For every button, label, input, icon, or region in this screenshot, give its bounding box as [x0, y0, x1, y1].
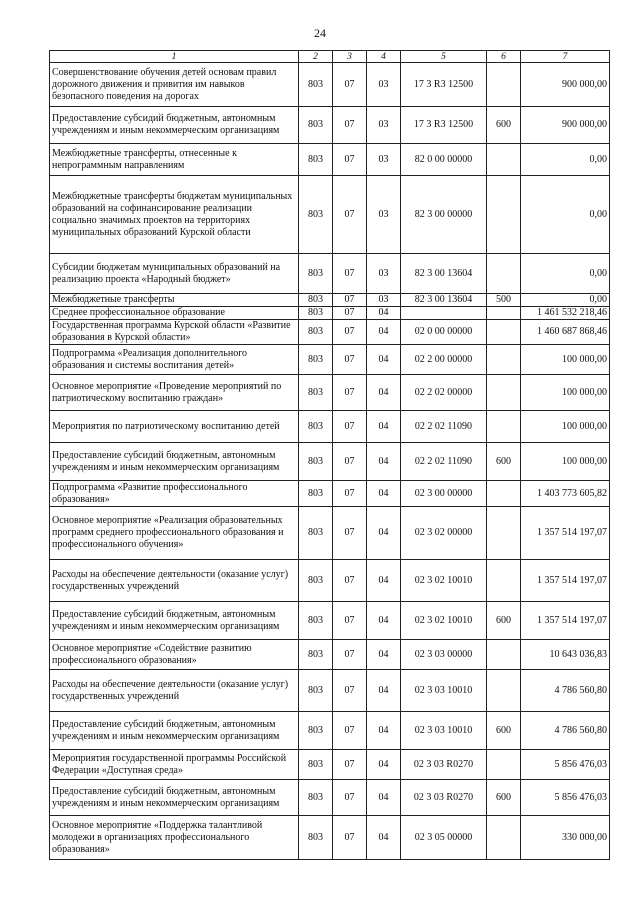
row-col-3: 07 — [333, 640, 367, 670]
row-name: Субсидии бюджетам муниципальных образований на реализацию проекта «Народный бюджет» — [50, 254, 299, 294]
row-amount: 1 403 773 605,82 — [521, 481, 610, 507]
row-col-2: 803 — [299, 307, 333, 320]
row-col-4: 03 — [367, 294, 401, 307]
row-col-6: 600 — [487, 780, 521, 816]
row-amount: 330 000,00 — [521, 816, 610, 860]
header-col-7: 7 — [521, 51, 610, 63]
row-col-5: 02 3 03 10010 — [401, 712, 487, 750]
row-col-4: 04 — [367, 481, 401, 507]
row-amount: 900 000,00 — [521, 107, 610, 144]
row-name: Предоставление субсидий бюджетным, автономным учреждениям и иным некоммерческим организациям — [50, 443, 299, 481]
row-col-4: 04 — [367, 602, 401, 640]
row-name: Межбюджетные трансферты бюджетам муниципальных образований на софинансирование реализации социально значимых проектов на территориях муниципальных образований Курской области — [50, 176, 299, 254]
row-col-4: 03 — [367, 144, 401, 176]
header-col-1: 1 — [50, 51, 299, 63]
row-col-2: 803 — [299, 320, 333, 345]
row-amount: 1 461 532 218,46 — [521, 307, 610, 320]
row-col-2: 803 — [299, 443, 333, 481]
row-col-4: 03 — [367, 176, 401, 254]
row-amount: 0,00 — [521, 294, 610, 307]
table-row — [50, 780, 610, 816]
table-body — [50, 63, 610, 860]
header-row — [50, 51, 610, 63]
row-name: Подпрограмма «Реализация дополнительного образования и системы воспитания детей» — [50, 345, 299, 375]
row-col-3: 07 — [333, 670, 367, 712]
row-col-3: 07 — [333, 307, 367, 320]
row-col-5: 02 3 03 R0270 — [401, 780, 487, 816]
row-col-6 — [487, 63, 521, 107]
row-amount: 100 000,00 — [521, 443, 610, 481]
row-col-6 — [487, 670, 521, 712]
row-name: Государственная программа Курской области «Развитие образования в Курской области» — [50, 320, 299, 345]
row-col-4: 04 — [367, 443, 401, 481]
row-amount: 5 856 476,03 — [521, 780, 610, 816]
row-amount: 10 643 036,83 — [521, 640, 610, 670]
row-col-4: 03 — [367, 63, 401, 107]
row-col-3: 07 — [333, 254, 367, 294]
row-col-3: 07 — [333, 63, 367, 107]
row-col-6 — [487, 481, 521, 507]
row-col-4: 04 — [367, 307, 401, 320]
row-col-4: 04 — [367, 345, 401, 375]
row-col-3: 07 — [333, 750, 367, 780]
row-col-5: 02 3 02 10010 — [401, 560, 487, 602]
row-col-6 — [487, 320, 521, 345]
header-col-4: 4 — [367, 51, 401, 63]
row-amount: 4 786 560,80 — [521, 670, 610, 712]
row-col-3: 07 — [333, 411, 367, 443]
row-amount: 100 000,00 — [521, 345, 610, 375]
row-col-5: 82 3 00 13604 — [401, 294, 487, 307]
row-col-3: 07 — [333, 294, 367, 307]
table-row — [50, 507, 610, 560]
row-amount: 0,00 — [521, 176, 610, 254]
row-col-5: 82 3 00 00000 — [401, 176, 487, 254]
table-row — [50, 750, 610, 780]
table-row — [50, 144, 610, 176]
row-name: Межбюджетные трансферты — [50, 294, 299, 307]
row-col-4: 04 — [367, 712, 401, 750]
table-row — [50, 107, 610, 144]
row-col-3: 07 — [333, 320, 367, 345]
table-row — [50, 320, 610, 345]
row-col-3: 07 — [333, 712, 367, 750]
row-col-5: 17 3 R3 12500 — [401, 63, 487, 107]
page-number: 24 — [314, 26, 326, 40]
row-name: Предоставление субсидий бюджетным, автономным учреждениям и иным некоммерческим организациям — [50, 780, 299, 816]
row-col-6: 600 — [487, 602, 521, 640]
row-col-3: 07 — [333, 107, 367, 144]
table-row — [50, 411, 610, 443]
row-name: Основное мероприятие «Содействие развитию профессионального образования» — [50, 640, 299, 670]
row-amount: 100 000,00 — [521, 375, 610, 411]
header-col-5: 5 — [401, 51, 487, 63]
row-col-2: 803 — [299, 507, 333, 560]
table-row — [50, 640, 610, 670]
row-col-4: 04 — [367, 670, 401, 712]
row-name: Основное мероприятие «Проведение мероприятий по патриотическому воспитанию граждан» — [50, 375, 299, 411]
row-amount: 1 460 687 868,46 — [521, 320, 610, 345]
row-col-5: 02 3 02 00000 — [401, 507, 487, 560]
table-row — [50, 307, 610, 320]
row-col-6: 600 — [487, 107, 521, 144]
table-row — [50, 560, 610, 602]
header-col-3: 3 — [333, 51, 367, 63]
table-row — [50, 63, 610, 107]
table-row — [50, 176, 610, 254]
row-col-5: 02 0 00 00000 — [401, 320, 487, 345]
row-col-3: 07 — [333, 176, 367, 254]
row-col-2: 803 — [299, 294, 333, 307]
row-col-6 — [487, 254, 521, 294]
row-col-2: 803 — [299, 375, 333, 411]
row-col-5: 02 2 00 00000 — [401, 345, 487, 375]
row-col-2: 803 — [299, 411, 333, 443]
row-amount: 4 786 560,80 — [521, 712, 610, 750]
row-amount: 1 357 514 197,07 — [521, 602, 610, 640]
row-col-2: 803 — [299, 107, 333, 144]
row-name: Основное мероприятие «Реализация образовательных программ среднего профессионального образования и профессионального обучения» — [50, 507, 299, 560]
row-col-6: 500 — [487, 294, 521, 307]
row-col-4: 04 — [367, 411, 401, 443]
row-col-6 — [487, 560, 521, 602]
row-col-3: 07 — [333, 507, 367, 560]
row-col-6 — [487, 345, 521, 375]
budget-table — [49, 50, 610, 860]
table-row — [50, 375, 610, 411]
row-col-4: 04 — [367, 320, 401, 345]
row-col-6 — [487, 307, 521, 320]
row-col-2: 803 — [299, 816, 333, 860]
row-name: Совершенствование обучения детей основам правил дорожного движения и привития им навыков безопасного поведения на дорогах — [50, 63, 299, 107]
table-row — [50, 670, 610, 712]
row-col-5: 02 3 05 00000 — [401, 816, 487, 860]
row-col-6 — [487, 176, 521, 254]
row-amount: 900 000,00 — [521, 63, 610, 107]
row-col-3: 07 — [333, 443, 367, 481]
row-col-6: 600 — [487, 712, 521, 750]
row-col-6 — [487, 816, 521, 860]
row-col-3: 07 — [333, 345, 367, 375]
row-col-2: 803 — [299, 481, 333, 507]
row-amount: 0,00 — [521, 254, 610, 294]
row-col-5: 02 2 02 11090 — [401, 411, 487, 443]
row-col-5: 82 3 00 13604 — [401, 254, 487, 294]
row-col-3: 07 — [333, 375, 367, 411]
row-col-5: 02 3 03 R0270 — [401, 750, 487, 780]
row-amount: 0,00 — [521, 144, 610, 176]
row-col-4: 04 — [367, 560, 401, 602]
row-col-5: 02 3 03 10010 — [401, 670, 487, 712]
table-row — [50, 254, 610, 294]
row-name: Основное мероприятие «Поддержка талантливой молодежи в организациях профессионального образования» — [50, 816, 299, 860]
row-col-2: 803 — [299, 176, 333, 254]
table-row — [50, 443, 610, 481]
row-col-3: 07 — [333, 481, 367, 507]
table-row — [50, 481, 610, 507]
row-col-2: 803 — [299, 254, 333, 294]
row-col-4: 03 — [367, 254, 401, 294]
row-col-3: 07 — [333, 816, 367, 860]
row-col-5: 02 2 02 11090 — [401, 443, 487, 481]
row-col-4: 04 — [367, 750, 401, 780]
table-header — [50, 51, 610, 63]
row-amount: 100 000,00 — [521, 411, 610, 443]
table-row — [50, 294, 610, 307]
row-col-5: 02 3 02 10010 — [401, 602, 487, 640]
row-name: Подпрограмма «Развитие профессионального образования» — [50, 481, 299, 507]
row-col-4: 04 — [367, 375, 401, 411]
row-col-2: 803 — [299, 750, 333, 780]
row-name: Предоставление субсидий бюджетным, автономным учреждениям и иным некоммерческим организациям — [50, 602, 299, 640]
row-name: Предоставление субсидий бюджетным, автономным учреждениям и иным некоммерческим организациям — [50, 712, 299, 750]
row-name: Мероприятия по патриотическому воспитанию детей — [50, 411, 299, 443]
row-name: Расходы на обеспечение деятельности (оказание услуг) государственных учреждений — [50, 670, 299, 712]
row-col-3: 07 — [333, 602, 367, 640]
row-col-5 — [401, 307, 487, 320]
row-name: Мероприятия государственной программы Российской Федерации «Доступная среда» — [50, 750, 299, 780]
row-col-6 — [487, 640, 521, 670]
row-name: Расходы на обеспечение деятельности (оказание услуг) государственных учреждений — [50, 560, 299, 602]
header-col-2: 2 — [299, 51, 333, 63]
row-col-3: 07 — [333, 144, 367, 176]
row-col-3: 07 — [333, 780, 367, 816]
table-row — [50, 602, 610, 640]
table-row — [50, 816, 610, 860]
row-col-6 — [487, 375, 521, 411]
row-amount: 5 856 476,03 — [521, 750, 610, 780]
row-amount: 1 357 514 197,07 — [521, 507, 610, 560]
row-name: Предоставление субсидий бюджетным, автономным учреждениям и иным некоммерческим организациям — [50, 107, 299, 144]
row-col-2: 803 — [299, 560, 333, 602]
table-row — [50, 345, 610, 375]
row-col-2: 803 — [299, 712, 333, 750]
row-amount: 1 357 514 197,07 — [521, 560, 610, 602]
row-col-5: 82 0 00 00000 — [401, 144, 487, 176]
row-col-4: 04 — [367, 780, 401, 816]
row-col-4: 04 — [367, 640, 401, 670]
row-col-4: 04 — [367, 816, 401, 860]
row-col-2: 803 — [299, 670, 333, 712]
row-col-6: 600 — [487, 443, 521, 481]
row-col-6 — [487, 144, 521, 176]
row-col-5: 02 2 02 00000 — [401, 375, 487, 411]
header-col-6: 6 — [487, 51, 521, 63]
row-col-4: 03 — [367, 107, 401, 144]
row-col-6 — [487, 411, 521, 443]
row-col-2: 803 — [299, 345, 333, 375]
row-col-5: 02 3 00 00000 — [401, 481, 487, 507]
row-col-2: 803 — [299, 780, 333, 816]
row-col-2: 803 — [299, 144, 333, 176]
row-col-4: 04 — [367, 507, 401, 560]
row-name: Среднее профессиональное образование — [50, 307, 299, 320]
row-name: Межбюджетные трансферты, отнесенные к непрограммным направлениям — [50, 144, 299, 176]
row-col-2: 803 — [299, 602, 333, 640]
table-row — [50, 712, 610, 750]
row-col-6 — [487, 507, 521, 560]
row-col-3: 07 — [333, 560, 367, 602]
row-col-5: 02 3 03 00000 — [401, 640, 487, 670]
row-col-2: 803 — [299, 63, 333, 107]
row-col-5: 17 3 R3 12500 — [401, 107, 487, 144]
row-col-2: 803 — [299, 640, 333, 670]
row-col-6 — [487, 750, 521, 780]
